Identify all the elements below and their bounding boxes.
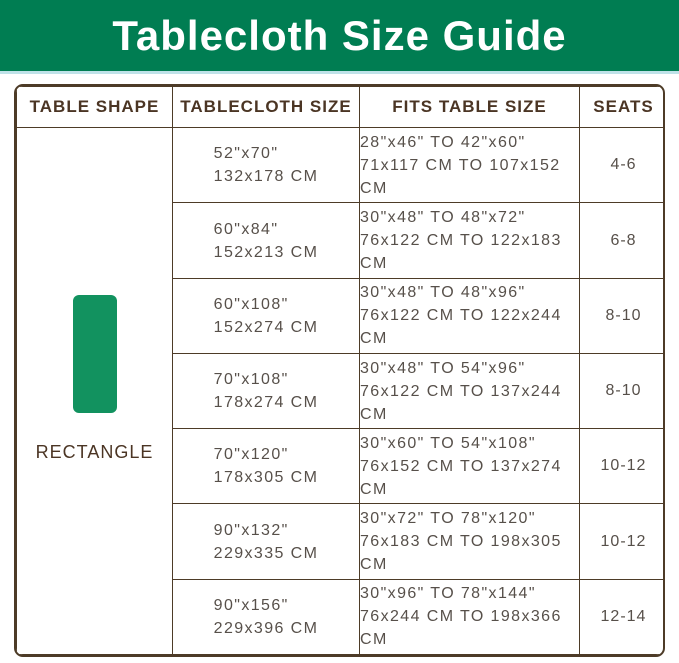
header-table-shape: TABLE SHAPE [17,87,173,128]
page-title: Tablecloth Size Guide [112,11,567,59]
fits-cm: 76x244 CM TO 198x366 CM [360,608,562,649]
fits-table-size-cell [360,353,580,428]
size-inches: 90"x132" [213,521,289,539]
size-cm: 229x396 CM [213,619,319,637]
size-inches: 90"x156" [213,596,289,614]
header-fits-table-size: FITS TABLE SIZE [360,87,580,128]
shape-stack [17,295,172,463]
fits-table-size-cell [360,278,580,353]
header-seats: SEATS [580,87,666,128]
rectangle-shape-icon [73,295,117,413]
seats-cell: 8-10 [580,353,666,428]
fits-inches: 30"x72" TO 78"x120" [360,510,536,528]
size-cm: 178x305 CM [213,469,319,487]
fits-cm: 76x183 CM TO 198x305 CM [360,533,562,574]
table-row [17,128,666,203]
fits-cm: 71x117 CM TO 107x152 CM [360,156,561,197]
fits-table-size-cell [360,504,580,579]
fits-inches: 30"x60" TO 54"x108" [360,434,536,452]
shape-cell [17,128,173,655]
fits-cm: 76x152 CM TO 137x274 CM [360,457,562,498]
seats-cell: 4-6 [580,128,666,203]
seats-cell: 8-10 [580,278,666,353]
size-inches: 70"x120" [213,446,289,464]
fits-table-size-cell [360,203,580,278]
seats-cell: 10-12 [580,504,666,579]
size-inches: 60"x84" [213,220,279,238]
fits-inches: 30"x96" TO 78"x144" [360,585,536,603]
tablecloth-size-cell [173,203,360,278]
seats-cell: 6-8 [580,203,666,278]
banner-underline [0,71,679,74]
header-tablecloth-size: TABLECLOTH SIZE [173,87,360,128]
size-inches: 52"x70" [213,145,279,163]
fits-table-size-cell [360,128,580,203]
fits-inches: 30"x48" TO 54"x96" [360,359,526,377]
fits-inches: 28"x46" TO 42"x60" [360,133,526,151]
tablecloth-size-cell [173,579,360,654]
tablecloth-size-cell [173,128,360,203]
size-cm: 178x274 CM [213,394,319,412]
seats-cell: 10-12 [580,429,666,504]
fits-cm: 76x122 CM TO 122x244 CM [360,307,562,348]
size-cm: 229x335 CM [213,544,319,562]
size-inches: 60"x108" [213,295,289,313]
tablecloth-size-cell [173,429,360,504]
tablecloth-size-cell [173,278,360,353]
seats-cell: 12-14 [580,579,666,654]
title-banner [0,0,679,71]
fits-cm: 76x122 CM TO 137x244 CM [360,382,562,423]
size-cm: 152x213 CM [213,243,319,261]
table-header-row [17,87,666,128]
fits-table-size-cell [360,579,580,654]
shape-label: RECTANGLE [35,442,154,463]
size-guide-table [16,86,665,655]
fits-inches: 30"x48" TO 48"x72" [360,209,526,227]
tablecloth-size-cell [173,353,360,428]
fits-table-size-cell [360,429,580,504]
size-cm: 152x274 CM [213,318,319,336]
fits-cm: 76x122 CM TO 122x183 CM [360,232,562,273]
size-guide-table-container [14,84,665,657]
fits-inches: 30"x48" TO 48"x96" [360,284,526,302]
size-inches: 70"x108" [213,371,289,389]
tablecloth-size-cell [173,504,360,579]
size-cm: 132x178 CM [213,168,319,186]
